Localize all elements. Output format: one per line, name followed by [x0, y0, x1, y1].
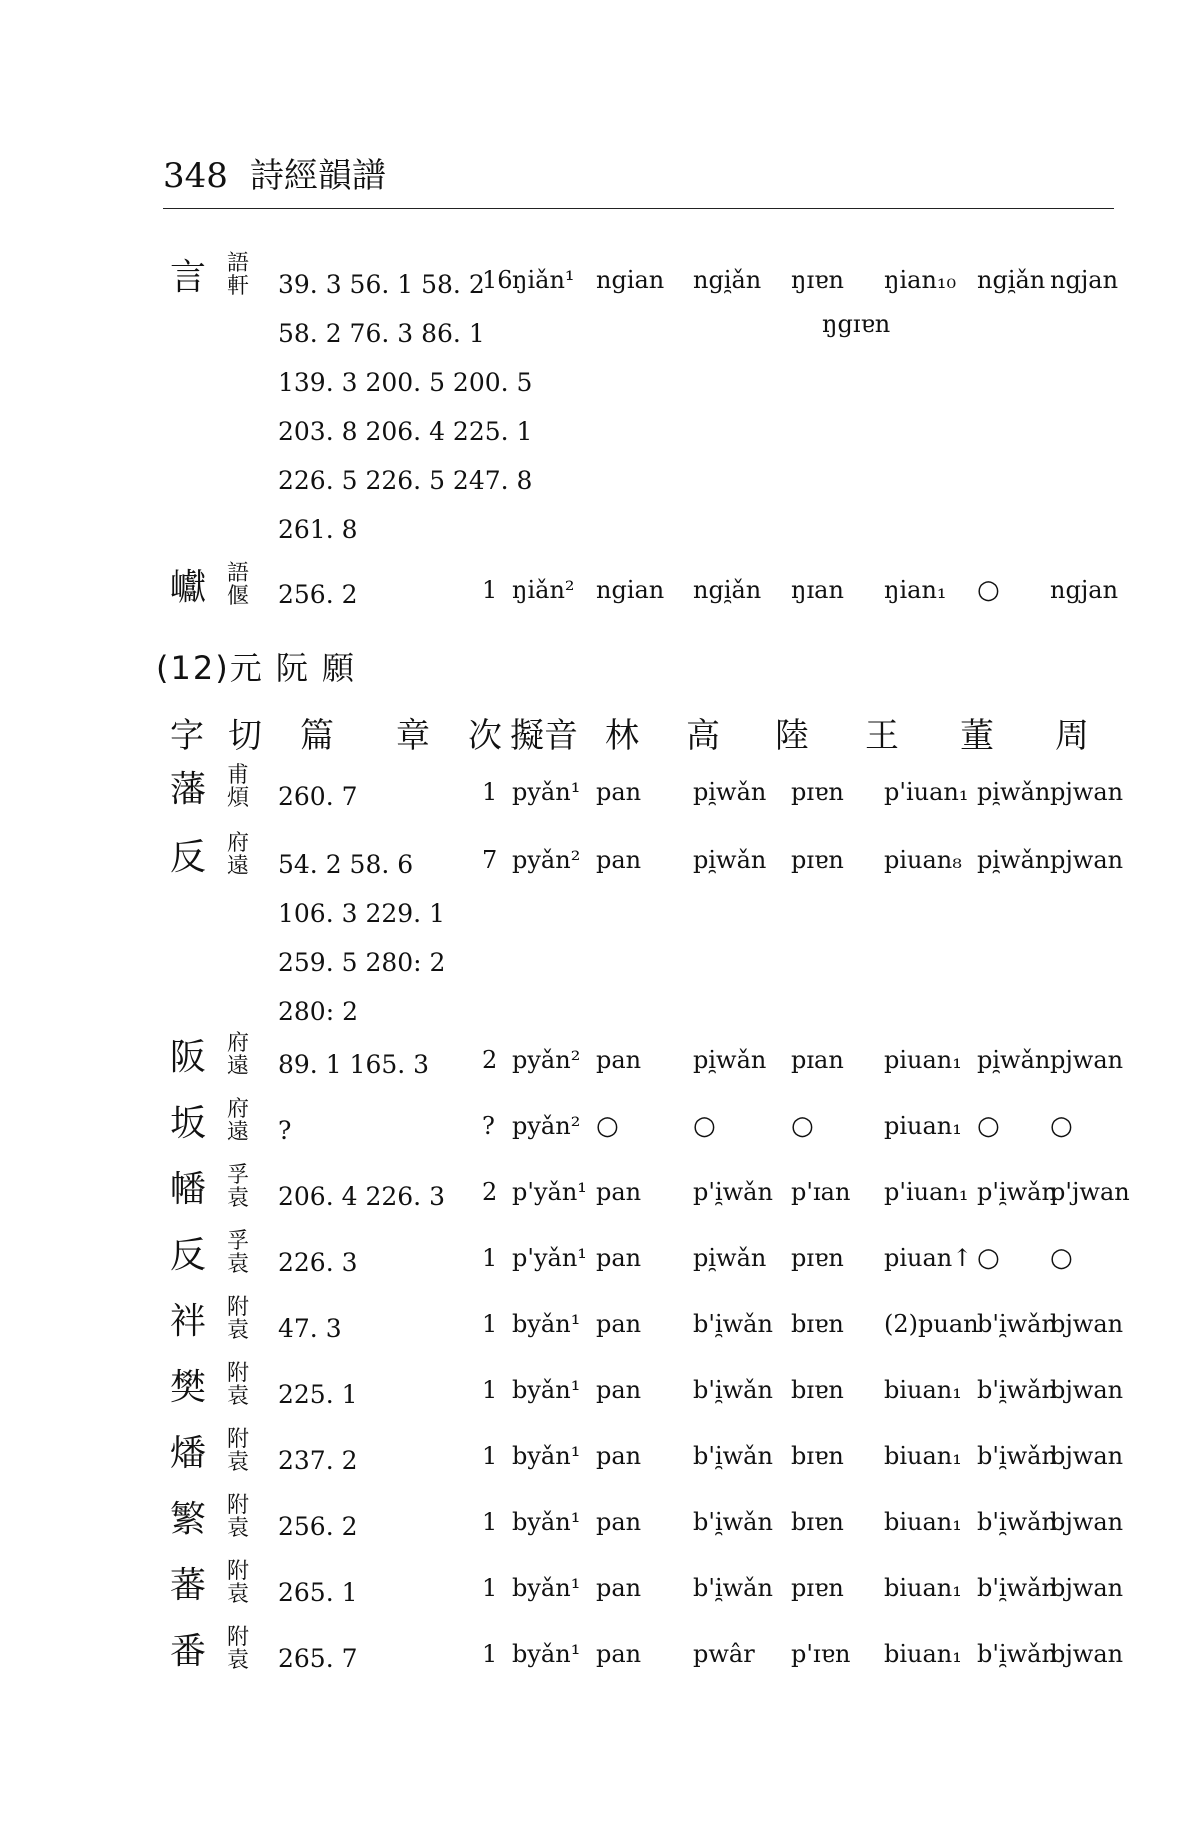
fanqie-spelling [226, 1296, 250, 1342]
poem-references: 39. 3 56. 1 58. 2 58. 2 76. 3 86. 1 139. 3 200. 5 200. 5 203. 8 206. 4 225. 1 226. 5 226. 5 247. 8 261. 8 [278, 270, 533, 544]
entry-character: 蕃 [170, 1565, 207, 1606]
reconstruction-cell: b'i̯wǎn [693, 1376, 773, 1404]
fanqie-glyph: 府 [226, 1097, 249, 1122]
reconstruction-cell: ngi̯ǎn [693, 576, 762, 604]
reconstruction-cell: p'i̯wǎn [693, 1178, 773, 1206]
poem-references: 206. 4 226. 3 [278, 1182, 445, 1211]
reconstruction-cell: pi̯wǎn [693, 846, 767, 874]
reconstruction-cell: p'jwan [1050, 1178, 1130, 1206]
reconstruction-cell: bɪɐn [791, 1310, 844, 1338]
poem-references: 256. 2 [278, 1512, 358, 1541]
poem-references: 47. 3 [278, 1314, 342, 1343]
fanqie-glyph: 袁 [226, 1318, 249, 1343]
fanqie-glyph: 府 [226, 831, 249, 856]
column-header: 字 [170, 716, 204, 756]
reconstruction-cell: ngi̯ǎn [977, 266, 1046, 294]
reconstruction-cell: p'iuan₁ [884, 778, 969, 806]
reconstruction-cell: piuan↑ [884, 1244, 973, 1272]
reconstruction-cell: b'i̯wǎn [693, 1508, 773, 1536]
reconstruction-cell: pan [596, 1310, 642, 1338]
fanqie-glyph: 軒 [226, 274, 249, 299]
entry-character: 反 [170, 1235, 207, 1276]
fanqie-spelling [226, 562, 250, 608]
entry-character: 反 [170, 837, 207, 878]
reconstruction-cell: bjwan [1050, 1508, 1124, 1536]
reconstruction-cell: ○ [977, 1243, 1000, 1273]
reconstruction-cell: byǎn¹ [512, 1640, 581, 1668]
reconstruction-cell: pan [596, 1640, 642, 1668]
entry-character: 燔 [170, 1433, 207, 1474]
fanqie-glyph: 遠 [226, 1054, 249, 1079]
reconstruction-cell: pan [596, 1508, 642, 1536]
reconstruction-cell: ○ [1050, 1243, 1073, 1273]
reconstruction-cell: pan [596, 1442, 642, 1470]
reconstruction-cell: ○ [791, 1111, 814, 1141]
reconstruction-cell: pi̯wǎn [693, 778, 767, 806]
reconstruction-cell: pyǎn² [512, 1046, 581, 1074]
book-title: 詩經韻譜 [249, 156, 386, 196]
poem-references: 226. 3 [278, 1248, 358, 1277]
fanqie-spelling [226, 1494, 250, 1540]
occurrence-count: 1 [482, 1442, 498, 1470]
poem-references: 260. 7 [278, 782, 358, 811]
entry-character: 巘 [170, 567, 207, 608]
fanqie-glyph: 附 [226, 1427, 249, 1452]
reconstruction-cell: biuan₁ [884, 1574, 962, 1602]
occurrence-count: 2 [482, 1046, 498, 1074]
reconstruction-cell: p'yǎn¹ [512, 1244, 587, 1272]
fanqie-glyph: 語 [226, 251, 249, 276]
reconstruction-cell: b'i̯wǎn [977, 1310, 1057, 1338]
fanqie-glyph: 煩 [226, 786, 249, 811]
occurrence-count: 2 [482, 1178, 498, 1206]
entry-character: 坂 [170, 1103, 207, 1144]
fanqie-glyph: 袁 [226, 1252, 249, 1277]
reconstruction-cell: p'ɪɐn [791, 1640, 851, 1668]
column-header: 次 [468, 716, 502, 756]
fanqie-glyph: 孚 [226, 1229, 249, 1254]
poem-references: 89. 1 165. 3 [278, 1050, 430, 1079]
fanqie-glyph: 附 [226, 1493, 249, 1518]
fanqie-glyph: 袁 [226, 1516, 249, 1541]
reconstruction-cell: ngjan [1050, 576, 1119, 604]
reconstruction-cell: p'yǎn¹ [512, 1178, 587, 1206]
entry-character: 幡 [170, 1169, 207, 1210]
fanqie-glyph: 附 [226, 1625, 249, 1650]
reconstruction-cell: b'i̯wǎn [977, 1640, 1057, 1668]
reconstruction-cell: pi̯wǎn [977, 846, 1051, 874]
occurrence-count: 1 [482, 1310, 498, 1338]
reconstruction-cell: p'ɪan [791, 1178, 851, 1206]
fanqie-glyph: 袁 [226, 1450, 249, 1475]
reconstruction-cell: pɪɐn [791, 1574, 844, 1602]
reconstruction-cell: b'i̯wǎn [977, 1508, 1057, 1536]
reconstruction-cell: pwâr [693, 1640, 755, 1668]
page-number: 348 [163, 156, 228, 196]
reconstruction-cell: bjwan [1050, 1442, 1124, 1470]
fanqie-spelling [226, 1626, 250, 1672]
occurrence-count: 16 [482, 266, 513, 294]
fanqie-glyph: 附 [226, 1559, 249, 1584]
column-header: 陸 [775, 716, 809, 756]
reconstruction-cell: bɪɐn [791, 1508, 844, 1536]
fanqie-glyph: 袁 [226, 1186, 249, 1211]
reconstruction-cell: bjwan [1050, 1640, 1124, 1668]
reconstruction-cell: pi̯wǎn [977, 778, 1051, 806]
reconstruction-cell: b'i̯wǎn [977, 1574, 1057, 1602]
reconstruction-cell: pan [596, 846, 642, 874]
column-header: 周 [1055, 716, 1089, 756]
reconstruction-cell: pyǎn² [512, 1112, 581, 1140]
reconstruction-cell: ŋiǎn¹ [512, 266, 575, 294]
reconstruction-cell: b'i̯wǎn [693, 1574, 773, 1602]
reconstruction-cell: ○ [596, 1111, 619, 1141]
fanqie-spelling [226, 1032, 250, 1078]
fanqie-glyph: 附 [226, 1295, 249, 1320]
reconstruction-cell: biuan₁ [884, 1508, 962, 1536]
entry-character: 樊 [170, 1367, 207, 1408]
fanqie-spelling [226, 1164, 250, 1210]
reconstruction-cell: pjwan [1050, 778, 1124, 806]
poem-references: 225. 1 [278, 1380, 358, 1409]
reconstruction-cell: p'iuan₁ [884, 1178, 969, 1206]
fanqie-glyph: 偃 [226, 584, 249, 609]
reconstruction-cell: (2)puan [884, 1310, 979, 1338]
poem-references: 237. 2 [278, 1446, 358, 1475]
reconstruction-cell: ○ [693, 1111, 716, 1141]
fanqie-spelling [226, 1230, 250, 1276]
reconstruction-cell: pan [596, 1046, 642, 1074]
reconstruction-cell: biuan₁ [884, 1640, 962, 1668]
reconstruction-cell: ŋiǎn² [512, 576, 575, 604]
fanqie-spelling [226, 764, 250, 810]
occurrence-count: 1 [482, 1244, 498, 1272]
reconstruction-cell: byǎn¹ [512, 1508, 581, 1536]
fanqie-spelling [226, 1098, 250, 1144]
fanqie-spelling [226, 1428, 250, 1474]
fanqie-glyph: 袁 [226, 1648, 249, 1673]
fanqie-glyph: 袁 [226, 1384, 249, 1409]
fanqie-spelling [226, 1560, 250, 1606]
reconstruction-cell: ŋɪan [791, 576, 844, 604]
fanqie-glyph: 遠 [226, 1120, 249, 1145]
entry-character: 番 [170, 1631, 207, 1672]
reconstruction-cell: ŋɪɐn [791, 266, 844, 294]
entry-character: 袢 [170, 1301, 207, 1342]
occurrence-count: 7 [482, 846, 498, 874]
reconstruction-cell: pi̯wǎn [693, 1046, 767, 1074]
alternate-reconstruction: ŋgɪɐn [822, 310, 891, 338]
reconstruction-cell: pan [596, 1178, 642, 1206]
occurrence-count: 1 [482, 778, 498, 806]
occurrence-count: 1 [482, 576, 498, 604]
header-rule [163, 208, 1114, 209]
reconstruction-cell: bjwan [1050, 1574, 1124, 1602]
reconstruction-cell: bjwan [1050, 1376, 1124, 1404]
fanqie-glyph: 孚 [226, 1163, 249, 1188]
column-header: 王 [865, 716, 899, 756]
reconstruction-cell: biuan₁ [884, 1442, 962, 1470]
column-header: 董 [960, 716, 994, 756]
reconstruction-cell: piuan₈ [884, 846, 962, 874]
reconstruction-cell: ngjan [1050, 266, 1119, 294]
page-header [163, 148, 386, 197]
reconstruction-cell: pjwan [1050, 846, 1124, 874]
reconstruction-cell: ○ [977, 575, 1000, 605]
fanqie-glyph: 袁 [226, 1582, 249, 1607]
poem-references: 265. 1 [278, 1578, 358, 1607]
reconstruction-cell: pi̯wǎn [977, 1046, 1051, 1074]
reconstruction-cell: pɪɐn [791, 846, 844, 874]
reconstruction-cell: pan [596, 1244, 642, 1272]
reconstruction-cell: pjwan [1050, 1046, 1124, 1074]
entry-character: 藩 [170, 769, 207, 810]
poem-references: ? [278, 1116, 292, 1145]
poem-references: 54. 2 58. 6 106. 3 229. 1 259. 5 280: 2 280: 2 [278, 850, 446, 1026]
reconstruction-cell: pan [596, 778, 642, 806]
fanqie-glyph: 附 [226, 1361, 249, 1386]
column-header-row [0, 708, 1200, 754]
reconstruction-cell: pyǎn² [512, 846, 581, 874]
reconstruction-cell: pɪan [791, 1046, 844, 1074]
reconstruction-cell: pan [596, 1376, 642, 1404]
fanqie-glyph: 語 [226, 561, 249, 586]
reconstruction-cell: ngian [596, 576, 665, 604]
reconstruction-cell: b'i̯wǎn [977, 1376, 1057, 1404]
reconstruction-cell: b'i̯wǎn [977, 1442, 1057, 1470]
column-header: 高 [686, 716, 720, 756]
reconstruction-cell: ngi̯ǎn [693, 266, 762, 294]
reconstruction-cell: pɪɐn [791, 1244, 844, 1272]
reconstruction-cell: b'i̯wǎn [693, 1310, 773, 1338]
fanqie-spelling [226, 1362, 250, 1408]
column-header: 章 [396, 716, 430, 756]
fanqie-glyph: 府 [226, 1031, 249, 1056]
column-header: 篇 [300, 716, 334, 756]
reconstruction-cell: bjwan [1050, 1310, 1124, 1338]
reconstruction-cell: pyǎn¹ [512, 778, 581, 806]
reconstruction-cell: pan [596, 1574, 642, 1602]
reconstruction-cell: piuan₁ [884, 1046, 962, 1074]
reconstruction-cell: b'i̯wǎn [693, 1442, 773, 1470]
entry-character: 言 [170, 257, 207, 298]
poem-references: 265. 7 [278, 1644, 358, 1673]
reconstruction-cell: byǎn¹ [512, 1376, 581, 1404]
reconstruction-cell: bɪɐn [791, 1376, 844, 1404]
fanqie-spelling [226, 252, 250, 298]
reconstruction-cell: ngian [596, 266, 665, 294]
occurrence-count: 1 [482, 1574, 498, 1602]
column-header: 切 [228, 716, 262, 756]
reconstruction-cell: bɪɐn [791, 1442, 844, 1470]
reconstruction-cell: pi̯wǎn [693, 1244, 767, 1272]
occurrence-count: ? [482, 1112, 495, 1140]
reconstruction-cell: pɪɐn [791, 778, 844, 806]
reconstruction-cell: p'i̯wǎn [977, 1178, 1057, 1206]
reconstruction-cell: biuan₁ [884, 1376, 962, 1404]
occurrence-count: 1 [482, 1376, 498, 1404]
reconstruction-cell: byǎn¹ [512, 1442, 581, 1470]
reconstruction-cell: ŋian₁₀ [884, 266, 957, 294]
reconstruction-cell: ○ [1050, 1111, 1073, 1141]
reconstruction-cell: ŋian₁ [884, 576, 947, 604]
reconstruction-cell: ○ [977, 1111, 1000, 1141]
reconstruction-cell: piuan₁ [884, 1112, 962, 1140]
column-header: 林 [605, 716, 639, 756]
column-header: 擬音 [510, 716, 578, 756]
entry-character: 繁 [170, 1499, 207, 1540]
poem-references: 256. 2 [278, 580, 358, 609]
reconstruction-cell: byǎn¹ [512, 1310, 581, 1338]
fanqie-glyph: 遠 [226, 854, 249, 879]
occurrence-count: 1 [482, 1640, 498, 1668]
occurrence-count: 1 [482, 1508, 498, 1536]
section-title: (12)元 阮 願 [156, 649, 357, 687]
fanqie-spelling [226, 832, 250, 878]
entry-character: 阪 [170, 1037, 207, 1078]
reconstruction-cell: byǎn¹ [512, 1574, 581, 1602]
fanqie-glyph: 甫 [226, 763, 249, 788]
